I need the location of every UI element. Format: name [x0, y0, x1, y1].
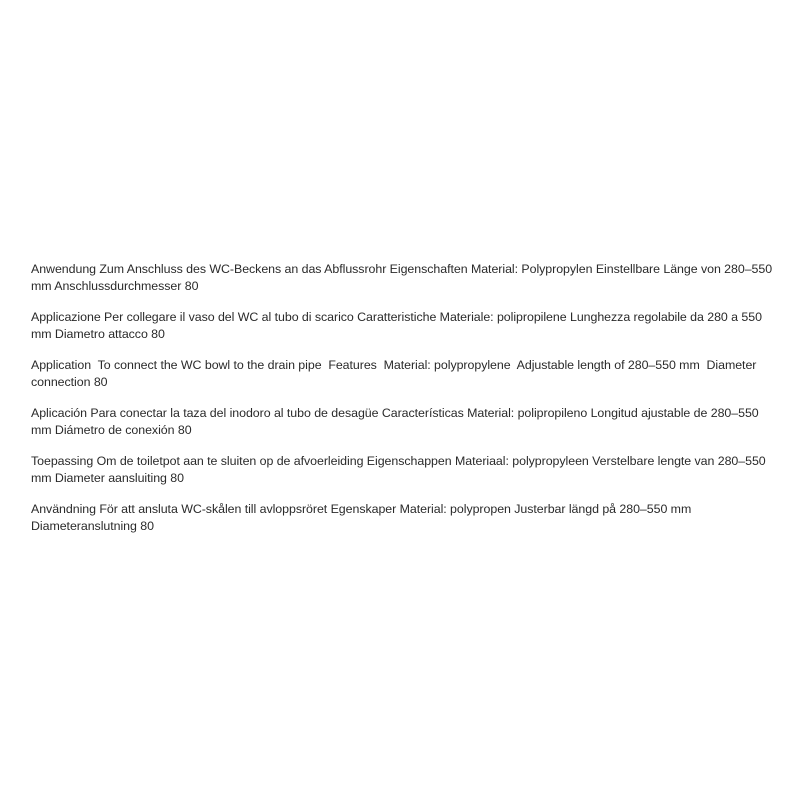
paragraph-german: Anwendung Zum Anschluss des WC-Beckens an das Abflussrohr Eigenschaften Material: Polypropylen Einstellbare Länge von 280–550 mm Anschlussdurchmesser 80 [31, 262, 776, 293]
paragraph-swedish: Användning För att ansluta WC-skålen till avloppsröret Egenskaper Material: polypropen Justerbar längd på 280–550 mm Diameteranslutning 80 [31, 502, 695, 533]
paragraph-english: Application To connect the WC bowl to the drain pipe Features Material: polypropylene Adjustable length of 280–550 mm Diameter connection 80 [31, 358, 760, 389]
product-description [31, 261, 776, 549]
paragraph-dutch: Toepassing Om de toiletpot aan te sluiten op de afvoerleiding Eigenschappen Materiaal: polypropyleen Verstelbare lengte van 280–550 mm Diameter aansluiting 80 [31, 454, 770, 485]
paragraph-spanish: Aplicación Para conectar la taza del inodoro al tubo de desagüe Características Material: polipropileno Longitud ajustable de 280–550 mm Diámetro de conexión 80 [31, 406, 763, 437]
paragraph-italian: Applicazione Per collegare il vaso del WC al tubo di scarico Caratteristiche Materiale: polipropilene Lunghezza regolabile da 280 a 550 mm Diametro attacco 80 [31, 310, 766, 341]
